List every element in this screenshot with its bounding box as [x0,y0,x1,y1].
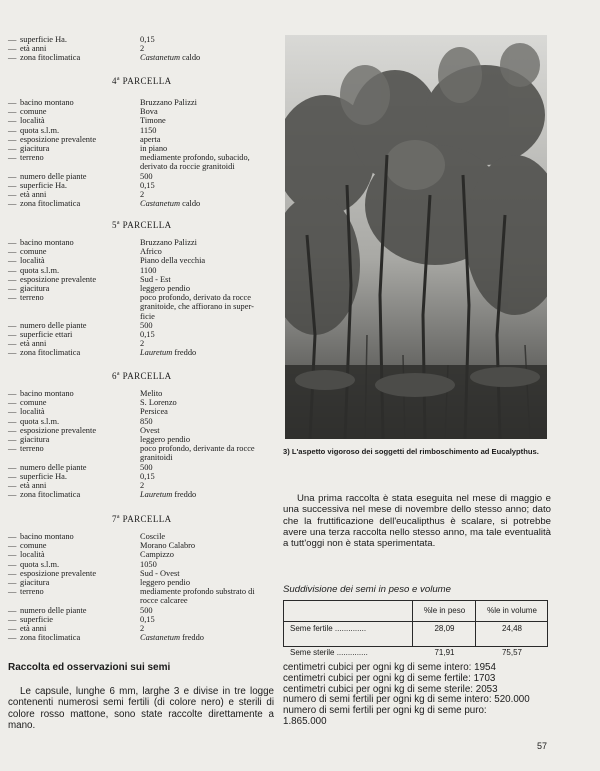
record-label: — quota s.l.m. [8,265,60,275]
record-label: — zona fitoclimatica [8,53,81,63]
record-label: — superficie Ha. [8,35,67,44]
section-heading: Raccolta ed osservazioni sui semi [8,662,171,673]
record-label: — superficie ettari [8,330,73,340]
table-body [284,622,547,657]
record-label: — numero delle piante [8,605,87,615]
parcel-word: PARCELLA [122,514,172,524]
record-value: 0,15 [140,180,155,190]
seed-volume-paragraph [283,663,551,728]
record-value: 0,15 [140,35,155,44]
parcel-ordinal: a [116,76,120,82]
record-label: — comune [8,247,47,257]
record-label: — terreno [8,293,44,303]
text-line: numero di semi fertili per ogni kg di seme intero: 520.000 [283,694,530,706]
parcel-number: 4 [112,76,117,86]
record-row [8,116,276,125]
text-line: centimetri cubici per ogni kg di seme fertile: 1703 [283,672,496,684]
table-volume-cell [475,622,548,657]
record-label: — superficie Ha. [8,180,67,190]
text-line: centimetri cubici per ogni kg di seme sterile: 2053 [283,683,498,695]
record-row [8,44,276,53]
parcel-record [8,35,276,63]
record-row [8,330,276,339]
record-row [8,98,276,107]
parcel-ordinal: a [116,220,120,226]
record-label: — numero delle piante [8,171,87,181]
record-label: — comune [8,541,47,551]
record-value: Bova [140,107,158,117]
record-row [8,53,276,62]
record-row [8,126,276,135]
record-value: S. Lorenzo [140,398,177,408]
record-value: 0,15 [140,471,155,481]
record-value: poco profondo, derivante da rocce granitoidi [140,444,255,463]
record-value: in piano [140,144,168,154]
record-value: Sud - Est [140,274,171,284]
record-value: 2 [140,339,145,349]
record-label: — località [8,407,45,417]
record-row [8,107,276,116]
record-value: Piano della vecchia [140,256,206,266]
record-label: — età anni [8,44,47,54]
record-value: Sud - Ovest [140,568,180,578]
forest-image [285,35,547,439]
record-label: — zona fitoclimatica [8,490,81,500]
record-row [8,606,276,615]
record-value: 1100 [140,265,157,275]
parcel-heading [112,220,172,230]
record-value: 2 [140,481,145,491]
record-label: — comune [8,107,47,117]
parcel-heading [112,514,172,524]
record-value: Bruzzano Palizzi [140,98,197,107]
record-value: Timone [140,116,166,126]
record-row [8,490,276,499]
record-label: — località [8,116,45,126]
record-row [8,293,276,321]
record-value: 500 [140,171,153,181]
record-row [8,172,276,181]
record-row [8,190,276,199]
record-value: Ovest [140,425,160,435]
record-label: — superficie [8,614,54,624]
parcel-ordinal: a [116,514,120,520]
record-row [8,238,276,247]
record-label: — esposizione prevalente [8,568,97,578]
record-label: — giacitura [8,144,50,154]
record-value: Lauretum freddo [140,490,197,500]
record-label: — età anni [8,481,47,491]
record-label: — numero delle piante [8,462,87,472]
parcel-record [8,238,276,358]
record-row [8,560,276,569]
record-row [8,199,276,208]
record-label: — superficie Ha. [8,471,67,481]
record-row [8,266,276,275]
record-value: Persicea [140,407,168,417]
record-label: — bacino montano [8,532,74,541]
record-label: — età anni [8,624,47,634]
record-label: — quota s.l.m. [8,416,60,426]
record-value: 0,15 [140,330,155,340]
record-label: — età anni [8,190,47,200]
record-value: 500 [140,320,153,330]
seed-table [283,600,548,657]
record-label: — località [8,550,45,560]
table-row-label: Seme sterile .............. [290,648,368,657]
record-row [8,435,276,444]
record-row [8,624,276,633]
record-value: Castanetum freddo [140,633,204,643]
page-number: 57 [537,741,548,751]
text-line: numero di semi fertili per ogni kg di seme puro: [283,705,487,717]
table-cell: 71,91 [434,648,455,657]
record-value: 500 [140,605,153,615]
record-value: 2 [140,190,145,200]
record-value: mediamente profondo substrato di rocce calcaree [140,587,255,606]
record-row [8,389,276,398]
record-label: — terreno [8,587,44,597]
record-row [8,35,276,44]
record-row [8,247,276,256]
record-row [8,550,276,559]
record-row [8,463,276,472]
record-row [8,284,276,293]
table-peso-cell [412,622,476,657]
record-row [8,398,276,407]
table-header [284,601,547,622]
record-label: — esposizione prevalente [8,425,97,435]
record-label: — bacino montano [8,238,74,247]
record-label: — terreno [8,444,44,454]
text-line: centimetri cubici per ogni kg di seme intero: 1954 [283,662,496,673]
record-row [8,348,276,357]
record-label: — quota s.l.m. [8,125,60,135]
record-value: Lauretum freddo [140,348,197,358]
record-value: Castanetum caldo [140,199,201,209]
record-row [8,256,276,265]
record-value: Coscile [140,532,166,541]
record-label: — bacino montano [8,389,74,398]
table-header-cell [284,601,412,621]
parcel-number: 6 [112,371,117,381]
record-value: leggero pendio [140,578,191,588]
record-value: 1050 [140,559,157,569]
record-row [8,541,276,550]
collection-paragraph: Una prima raccolta è stata eseguita nel mese di maggio e una successiva nel mese di novembre dello stesso anno; dato che la fruttificazione dell'eucalipthus è scalare, si potrebbe avere una terza raccolta nello stesso anno, ma tale eventualità a tutt'oggi non è stata sperimentata. [283,493,551,550]
record-label: — giacitura [8,284,50,294]
record-row [8,532,276,541]
parcel-record [8,98,276,208]
record-label: — giacitura [8,578,50,588]
record-value: Bruzzano Palizzi [140,238,197,247]
parcel-number: 7 [112,514,117,524]
record-value: 2 [140,44,145,54]
record-label: — bacino montano [8,98,74,107]
record-row [8,321,276,330]
record-row [8,587,276,605]
record-row [8,181,276,190]
record-row [8,426,276,435]
parcel-number: 5 [112,220,117,230]
record-label: — zona fitoclimatica [8,348,81,358]
table-title: Suddivisione dei semi in peso e volume [283,584,451,595]
record-label: — età anni [8,339,47,349]
photo-caption: 3) L'aspetto vigoroso dei soggetti del rimboschimento ad Eucalypthus. [283,447,539,456]
parcel-record [8,389,276,499]
parcel-heading [112,371,172,381]
record-label: — terreno [8,153,44,163]
record-value: 0,15 [140,614,155,624]
parcel-word: PARCELLA [122,371,172,381]
record-value: Castanetum caldo [140,53,201,63]
record-value: Morano Calabro [140,541,196,551]
record-row [8,135,276,144]
record-row [8,444,276,462]
text-line: 1.865.000 [283,715,327,727]
record-value: Campizzo [140,550,174,560]
record-value: 2 [140,624,145,634]
record-value: aperta [140,134,161,144]
record-row [8,481,276,490]
record-row [8,417,276,426]
record-row [8,615,276,624]
record-value: mediamente profondo, subacido, derivato da roccie granitoidi [140,153,250,172]
record-value: 500 [140,462,153,472]
record-row [8,153,276,171]
record-label: — zona fitoclimatica [8,199,81,209]
parcel-heading [112,76,172,86]
table-cell: 75,57 [501,648,523,657]
table-row-label: Seme fertile .............. [290,624,367,633]
eucalyptus-photo [285,35,547,439]
record-row [8,569,276,578]
record-label: — giacitura [8,435,50,445]
table-cell: 28,09 [434,624,455,633]
table-label-cell [284,622,412,657]
record-label: — esposizione prevalente [8,134,97,144]
record-value: poco profondo, derivato da rocce granitoide, che affiorano in super- ficie [140,293,254,321]
record-row [8,144,276,153]
record-row [8,407,276,416]
record-row [8,472,276,481]
record-value: 850 [140,416,153,426]
parcel-word: PARCELLA [122,220,172,230]
capsule-paragraph: Le capsule, lunghe 6 mm, larghe 3 e divise in tre logge contenenti numerosi semi fertili (di colore nero) e sterili di colore rosso mattone, sono state raccolte direttamente a mano. [8,686,274,732]
record-row [8,339,276,348]
record-value: leggero pendio [140,435,191,445]
table-header-cell: %le in volume [475,601,548,621]
record-label: — località [8,256,45,266]
table-header-cell: %le in peso [412,601,476,621]
record-label: — numero delle piante [8,320,87,330]
record-label: — esposizione prevalente [8,274,97,284]
record-row [8,275,276,284]
table-cell: 24,48 [501,624,523,633]
record-row [8,578,276,587]
parcel-record [8,532,276,642]
record-row [8,633,276,642]
record-label: — zona fitoclimatica [8,633,81,643]
parcel-word: PARCELLA [122,76,172,86]
record-label: — quota s.l.m. [8,559,60,569]
parcel-ordinal: a [116,371,120,377]
record-label: — comune [8,398,47,408]
record-value: Melito [140,389,163,398]
record-value: leggero pendio [140,284,191,294]
record-value: Africo [140,247,162,257]
record-value: 1150 [140,125,157,135]
